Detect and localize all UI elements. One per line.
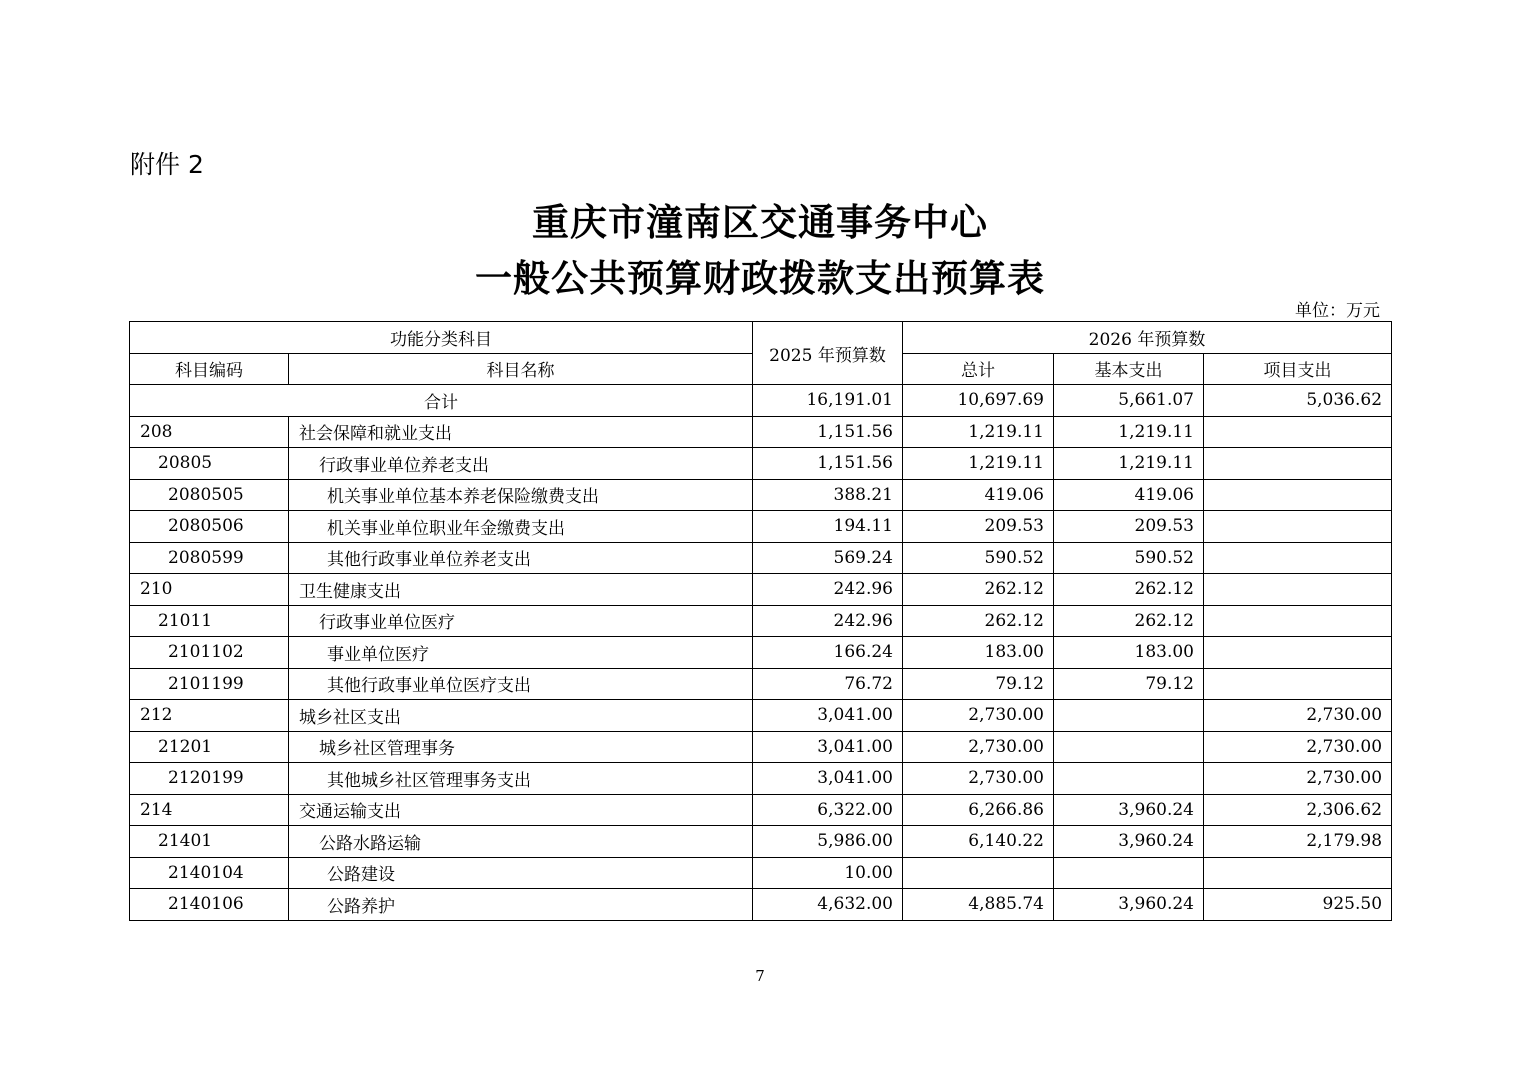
- row-budget-2025: 388.21: [753, 479, 903, 511]
- row-budget-2026-project: 2,730.00: [1204, 763, 1392, 795]
- row-budget-2026-basic: 3,960.24: [1054, 826, 1204, 858]
- row-name: 机关事业单位基本养老保险缴费支出: [289, 479, 753, 511]
- row-budget-2026-total: [903, 857, 1054, 889]
- row-budget-2026-basic: 1,219.11: [1054, 448, 1204, 480]
- row-budget-2026-total: 6,140.22: [903, 826, 1054, 858]
- total-budget-2026-total: 10,697.69: [903, 385, 1054, 417]
- row-budget-2025: 3,041.00: [753, 700, 903, 732]
- table-row: [130, 574, 1392, 606]
- table-row: [130, 511, 1392, 543]
- row-budget-2026-basic: [1054, 731, 1204, 763]
- table-row: [130, 416, 1392, 448]
- row-name: 社会保障和就业支出: [289, 416, 753, 448]
- table-row: [130, 763, 1392, 795]
- row-budget-2026-total: 6,266.86: [903, 794, 1054, 826]
- row-budget-2026-total: 419.06: [903, 479, 1054, 511]
- row-budget-2025: 569.24: [753, 542, 903, 574]
- row-budget-2026-basic: 3,960.24: [1054, 794, 1204, 826]
- row-budget-2026-basic: [1054, 857, 1204, 889]
- row-budget-2026-project: 2,730.00: [1204, 700, 1392, 732]
- row-code: 210: [130, 574, 289, 606]
- row-code: 2120199: [130, 763, 289, 795]
- header-project: 项目支出: [1204, 353, 1392, 385]
- row-budget-2026-project: [1204, 574, 1392, 606]
- row-budget-2025: 76.72: [753, 668, 903, 700]
- row-code: 21011: [130, 605, 289, 637]
- table-row: [130, 700, 1392, 732]
- row-name: 其他城乡社区管理事务支出: [289, 763, 753, 795]
- table-row: [130, 889, 1392, 921]
- table-row: [130, 668, 1392, 700]
- row-budget-2025: 6,322.00: [753, 794, 903, 826]
- row-budget-2026-project: [1204, 511, 1392, 543]
- row-name: 公路水路运输: [289, 826, 753, 858]
- table-row: [130, 826, 1392, 858]
- total-row: [130, 385, 1392, 417]
- row-code: 2080505: [130, 479, 289, 511]
- row-name: 机关事业单位职业年金缴费支出: [289, 511, 753, 543]
- header-budget-2025: 2025 年预算数: [753, 322, 903, 385]
- row-budget-2025: 194.11: [753, 511, 903, 543]
- row-budget-2026-project: [1204, 448, 1392, 480]
- row-budget-2026-total: 4,885.74: [903, 889, 1054, 921]
- row-budget-2026-basic: 590.52: [1054, 542, 1204, 574]
- row-budget-2026-project: [1204, 479, 1392, 511]
- row-budget-2026-total: 2,730.00: [903, 731, 1054, 763]
- row-name: 其他行政事业单位养老支出: [289, 542, 753, 574]
- page-number: 7: [755, 967, 765, 985]
- row-budget-2026-basic: [1054, 763, 1204, 795]
- row-budget-2026-project: 925.50: [1204, 889, 1392, 921]
- row-code: 2140104: [130, 857, 289, 889]
- row-budget-2026-basic: 262.12: [1054, 574, 1204, 606]
- header-code: 科目编码: [130, 353, 289, 385]
- table-row: [130, 479, 1392, 511]
- row-budget-2026-total: 2,730.00: [903, 700, 1054, 732]
- row-budget-2026-project: 2,730.00: [1204, 731, 1392, 763]
- row-name: 城乡社区支出: [289, 700, 753, 732]
- row-code: 21201: [130, 731, 289, 763]
- header-total: 总计: [903, 353, 1054, 385]
- row-code: 2101102: [130, 637, 289, 669]
- row-budget-2025: 4,632.00: [753, 889, 903, 921]
- row-code: 212: [130, 700, 289, 732]
- row-code: 2140106: [130, 889, 289, 921]
- table-row: [130, 857, 1392, 889]
- total-budget-2026-basic: 5,661.07: [1054, 385, 1204, 417]
- row-budget-2026-total: 1,219.11: [903, 416, 1054, 448]
- table-row: [130, 542, 1392, 574]
- header-budget-2026: 2026 年预算数: [903, 322, 1392, 354]
- row-code: 2101199: [130, 668, 289, 700]
- row-name: 其他行政事业单位医疗支出: [289, 668, 753, 700]
- row-budget-2025: 5,986.00: [753, 826, 903, 858]
- row-budget-2026-total: 590.52: [903, 542, 1054, 574]
- row-name: 卫生健康支出: [289, 574, 753, 606]
- row-budget-2025: 1,151.56: [753, 416, 903, 448]
- row-budget-2026-project: [1204, 637, 1392, 669]
- document-title-line1: 重庆市潼南区交通事务中心: [532, 200, 988, 244]
- row-budget-2026-total: 2,730.00: [903, 763, 1054, 795]
- row-budget-2026-basic: 183.00: [1054, 637, 1204, 669]
- row-budget-2026-project: [1204, 857, 1392, 889]
- total-budget-2025: 16,191.01: [753, 385, 903, 417]
- attachment-label: 附件 2: [130, 150, 204, 179]
- row-budget-2026-basic: 3,960.24: [1054, 889, 1204, 921]
- row-budget-2025: 3,041.00: [753, 731, 903, 763]
- row-code: 214: [130, 794, 289, 826]
- row-budget-2026-project: [1204, 605, 1392, 637]
- total-label: 合计: [130, 385, 753, 417]
- header-name: 科目名称: [289, 353, 753, 385]
- row-name: 交通运输支出: [289, 794, 753, 826]
- row-budget-2025: 166.24: [753, 637, 903, 669]
- total-budget-2026-project: 5,036.62: [1204, 385, 1392, 417]
- row-budget-2026-basic: [1054, 700, 1204, 732]
- row-budget-2026-total: 262.12: [903, 605, 1054, 637]
- row-budget-2026-basic: 79.12: [1054, 668, 1204, 700]
- row-code: 20805: [130, 448, 289, 480]
- row-budget-2026-total: 262.12: [903, 574, 1054, 606]
- row-budget-2026-basic: 262.12: [1054, 605, 1204, 637]
- row-name: 行政事业单位医疗: [289, 605, 753, 637]
- row-budget-2026-basic: 1,219.11: [1054, 416, 1204, 448]
- table-row: [130, 794, 1392, 826]
- row-budget-2026-project: 2,179.98: [1204, 826, 1392, 858]
- row-budget-2026-project: [1204, 542, 1392, 574]
- header-row-1: [130, 322, 1392, 354]
- table-row: [130, 448, 1392, 480]
- document-title-line2: 一般公共预算财政拨款支出预算表: [475, 256, 1045, 300]
- row-budget-2025: 10.00: [753, 857, 903, 889]
- row-name: 行政事业单位养老支出: [289, 448, 753, 480]
- row-budget-2025: 242.96: [753, 574, 903, 606]
- row-name: 事业单位医疗: [289, 637, 753, 669]
- row-budget-2025: 3,041.00: [753, 763, 903, 795]
- row-budget-2026-project: [1204, 668, 1392, 700]
- row-name: 公路养护: [289, 889, 753, 921]
- unit-label: 单位：万元: [1295, 301, 1380, 321]
- row-budget-2026-project: 2,306.62: [1204, 794, 1392, 826]
- row-budget-2026-total: 183.00: [903, 637, 1054, 669]
- row-budget-2026-total: 209.53: [903, 511, 1054, 543]
- row-code: 208: [130, 416, 289, 448]
- budget-table: [129, 321, 1392, 921]
- row-budget-2026-project: [1204, 416, 1392, 448]
- row-budget-2025: 242.96: [753, 605, 903, 637]
- row-budget-2026-basic: 419.06: [1054, 479, 1204, 511]
- table-row: [130, 637, 1392, 669]
- header-basic: 基本支出: [1054, 353, 1204, 385]
- row-code: 2080599: [130, 542, 289, 574]
- row-name: 公路建设: [289, 857, 753, 889]
- table-row: [130, 731, 1392, 763]
- row-budget-2025: 1,151.56: [753, 448, 903, 480]
- row-budget-2026-basic: 209.53: [1054, 511, 1204, 543]
- row-code: 2080506: [130, 511, 289, 543]
- table-row: [130, 605, 1392, 637]
- row-budget-2026-total: 1,219.11: [903, 448, 1054, 480]
- header-functional-class: 功能分类科目: [130, 322, 753, 354]
- row-code: 21401: [130, 826, 289, 858]
- row-name: 城乡社区管理事务: [289, 731, 753, 763]
- row-budget-2026-total: 79.12: [903, 668, 1054, 700]
